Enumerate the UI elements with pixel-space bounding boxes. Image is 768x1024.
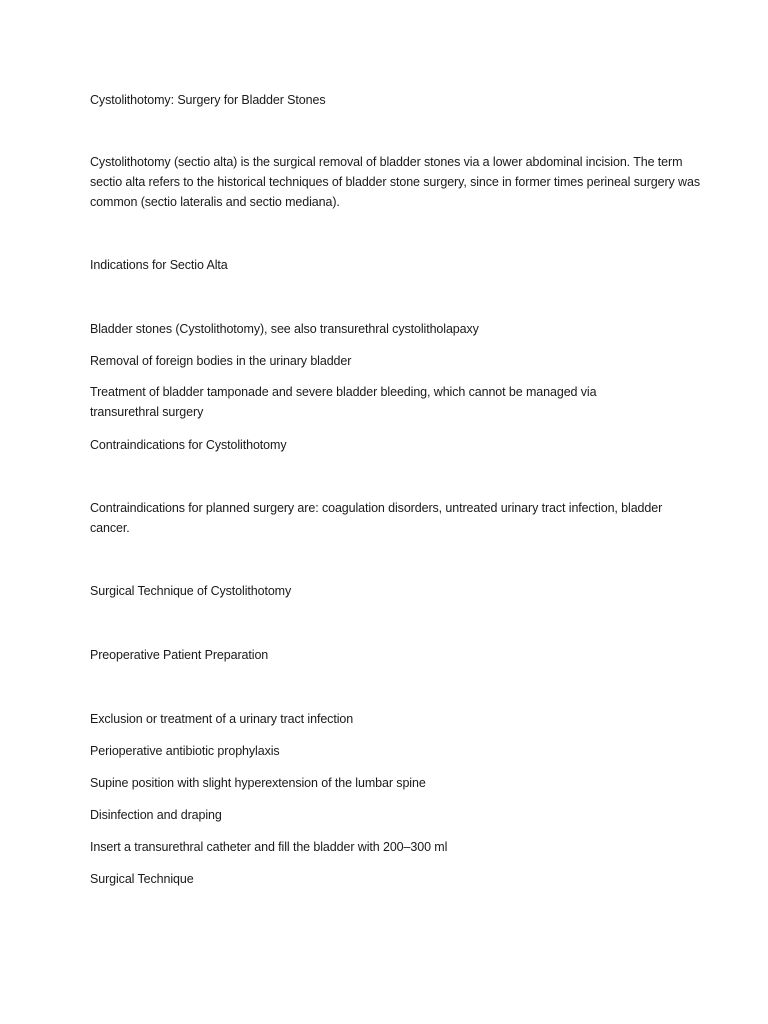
document-title: Cystolithotomy: Surgery for Bladder Stones	[90, 93, 326, 107]
preop-item: Perioperative antibiotic prophylaxis	[90, 744, 280, 758]
indications-heading: Indications for Sectio Alta	[90, 258, 228, 272]
intro-paragraph: Cystolithotomy (sectio alta) is the surgical removal of bladder stones via a lower abdominal incision. The term sectio alta refers to the historical techniques of bladder stone surgery, since in former times perineal surgery was common (sectio lateralis and sectio mediana).	[90, 155, 700, 209]
preop-item: Exclusion or treatment of a urinary tract infection	[90, 712, 354, 726]
preop-item: Insert a transurethral catheter and fill the bladder with 200–300 ml	[90, 840, 448, 854]
contraindications-heading: Contraindications for Cystolithotomy	[90, 438, 287, 452]
technique-heading: Surgical Technique of Cystolithotomy	[90, 584, 292, 598]
preop-heading: Preoperative Patient Preparation	[90, 648, 269, 662]
indication-item: Bladder stones (Cystolithotomy), see also transurethral cystolitholapaxy	[90, 322, 479, 336]
contraindications-paragraph: Contraindications for planned surgery are: coagulation disorders, untreated urinary tract infection, bladder cancer.	[90, 501, 663, 535]
preop-item: Supine position with slight hyperextension of the lumbar spine	[90, 776, 426, 790]
indication-item: Treatment of bladder tamponade and severe bladder bleeding, which cannot be managed via transurethral surgery	[90, 385, 597, 419]
surgical-technique-heading: Surgical Technique	[90, 872, 194, 886]
preop-item: Disinfection and draping	[90, 808, 222, 822]
indication-item: Removal of foreign bodies in the urinary bladder	[90, 354, 352, 368]
